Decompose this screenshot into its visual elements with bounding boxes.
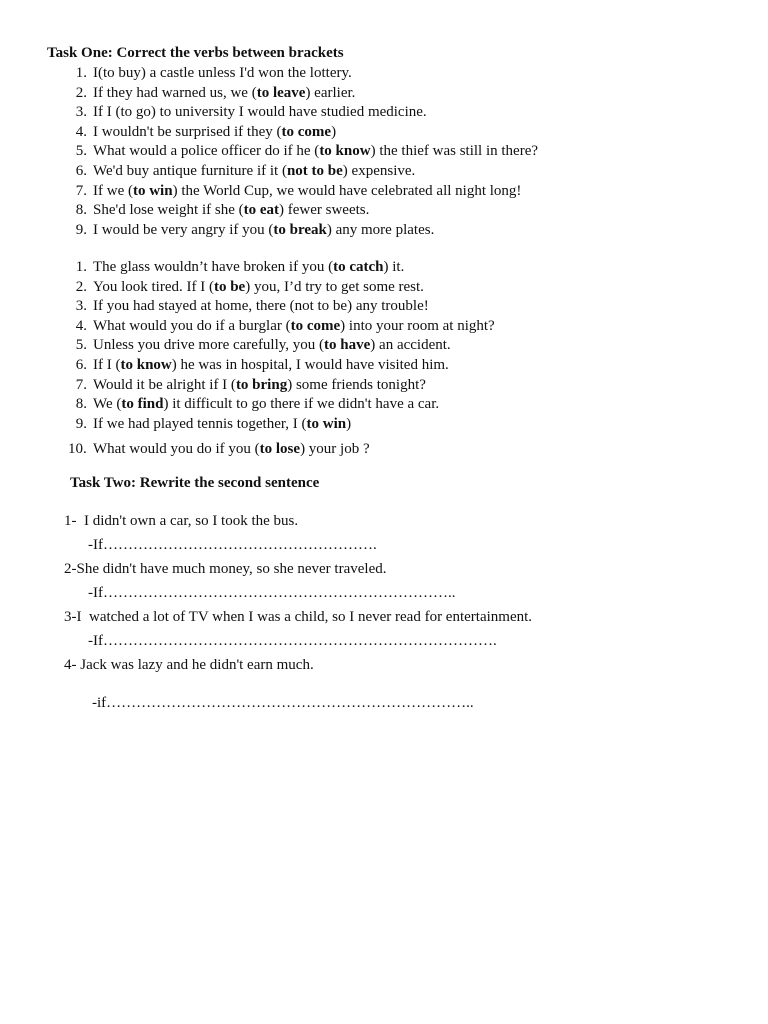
sentence-number: 2. [75, 84, 87, 101]
sentence-number: 7. [75, 182, 87, 199]
sentence-item [75, 258, 495, 278]
sentence-item [75, 221, 538, 241]
rewrite-prompt-3: 3-I watched a lot of TV when I was a child, so I never read for entertainment. [64, 609, 533, 625]
verb-prompt: to leave [256, 84, 306, 101]
sentence-text: ) he was in hospital, I would have visited him. [171, 356, 449, 373]
sentence-number: 7. [75, 376, 87, 393]
sentence-item [68, 440, 495, 460]
sentence-text: I wouldn't be surprised if they ( [93, 123, 282, 140]
sentence-text: She'd lose weight if she ( [93, 202, 244, 219]
rewrite-prompt-4: 4- Jack was lazy and he didn't earn much. [64, 657, 314, 673]
sentence-text: If we had played tennis together, I ( [93, 415, 307, 432]
rewrite-answer-1: -If………………………………………………. [88, 537, 377, 553]
sentence-text: We ( [93, 396, 122, 413]
sentence-text: Unless you drive more carefully, you ( [93, 337, 325, 354]
sentence-item [75, 317, 495, 337]
verb-prompt: to eat [243, 202, 279, 219]
sentence-item [75, 356, 495, 376]
task-one-title: Task One: Correct the verbs between brackets [47, 45, 344, 61]
sentence-number: 10. [68, 441, 87, 458]
sentence-text: ) it. [383, 259, 405, 275]
sentence-number: 9. [75, 415, 87, 432]
task-one-list-b [68, 258, 495, 460]
sentence-text: What would you do if you ( [93, 441, 260, 458]
sentence-text: ) you, I’d try to get some rest. [245, 278, 424, 295]
sentence-text: What would a police officer do if he ( [93, 143, 320, 160]
verb-prompt: to bring [235, 376, 288, 393]
verb-prompt: to find [121, 396, 164, 413]
sentence-number: 8. [75, 396, 87, 413]
verb-prompt: to be [213, 278, 246, 295]
sentence-item [75, 142, 539, 162]
sentence-text: The glass wouldn’t have broken if you ( [93, 259, 334, 275]
sentence-number: 3. [75, 104, 87, 121]
sentence-number: 2. [75, 278, 87, 295]
sentence-text: ) your job ? [300, 441, 370, 458]
verb-prompt: not to be [286, 162, 343, 179]
sentence-number: 5. [75, 337, 87, 354]
sentence-item [75, 123, 538, 143]
verb-prompt: to have [324, 337, 371, 354]
sentence-item [75, 103, 538, 123]
rewrite-answer-3: -If……………………………………………………………………. [88, 633, 497, 649]
sentence-item [75, 297, 495, 317]
sentence-item [75, 182, 538, 202]
sentence-number: 3. [75, 298, 87, 315]
sentence-item [75, 84, 538, 104]
rewrite-prompt-1: 1- I didn't own a car, so I took the bus. [64, 513, 299, 529]
sentence-text: ) any more plates. [326, 221, 435, 238]
verb-prompt: to come [290, 317, 341, 334]
rewrite-prompt-2: 2-She didn't have much money, so she never traveled. [64, 561, 387, 577]
sentence-text: You look tired. If I ( [93, 278, 214, 295]
verb-prompt: to win [132, 182, 173, 199]
sentence-text: ) an accident. [370, 337, 451, 354]
verb-prompt: to break [273, 221, 327, 238]
sentence-text: ) earlier. [305, 84, 356, 101]
sentence-item [75, 415, 495, 435]
sentence-text: ) some friends tonight? [287, 376, 426, 393]
sentence-text: If we ( [93, 182, 133, 199]
rewrite-answer-4: -if……………………………………………………………….. [92, 695, 474, 711]
sentence-text: Would it be alright if I ( [93, 376, 236, 393]
sentence-number: 9. [75, 221, 87, 238]
sentence-item [75, 201, 538, 221]
verb-prompt: to come [281, 123, 332, 140]
sentence-text: ) [331, 123, 337, 140]
sentence-number: 6. [75, 162, 87, 179]
sentence-text: If they had warned us, we ( [93, 84, 257, 101]
sentence-number: 4. [75, 123, 87, 140]
sentence-text: If I (to go) to university I would have studied medicine. [93, 104, 427, 121]
sentence-number: 4. [75, 317, 87, 334]
sentence-text: ) it difficult to go there if we didn't have a car. [163, 396, 440, 413]
sentence-number: 1. [75, 65, 87, 81]
sentence-number: 5. [75, 143, 87, 160]
sentence-number: 8. [75, 202, 87, 219]
sentence-number: 6. [75, 356, 87, 373]
sentence-item [75, 278, 495, 298]
sentence-item [75, 376, 495, 396]
sentence-text: ) the thief was still in there? [370, 143, 539, 160]
task-two-title: Task Two: Rewrite the second sentence [70, 475, 320, 491]
rewrite-answer-2: -If…………………………………………………………….. [88, 585, 456, 601]
verb-prompt: to know [120, 356, 172, 373]
sentence-text: We'd buy antique furniture if it ( [93, 162, 287, 179]
sentence-text: If you had stayed at home, there (not to be) any trouble! [93, 298, 429, 315]
sentence-number: 1. [75, 259, 87, 275]
sentence-text: I(to buy) a castle unless I'd won the lottery. [93, 65, 352, 81]
sentence-text: If I ( [93, 356, 121, 373]
sentence-text: ) into your room at night? [340, 317, 495, 334]
verb-prompt: to know [319, 143, 371, 160]
sentence-item [75, 395, 495, 415]
verb-prompt: to lose [259, 441, 301, 458]
sentence-text: ) [346, 415, 352, 432]
sentence-text: What would you do if a burglar ( [93, 317, 291, 334]
sentence-item [75, 162, 538, 182]
sentence-item [75, 64, 538, 84]
sentence-item [75, 336, 495, 356]
verb-prompt: to win [306, 415, 347, 432]
sentence-text: ) fewer sweets. [279, 202, 370, 219]
sentence-text: I would be very angry if you ( [93, 221, 274, 238]
task-one-list-a [75, 64, 539, 240]
verb-prompt: to catch [333, 259, 384, 275]
sentence-text: ) the World Cup, we would have celebrated all night long! [172, 182, 522, 199]
sentence-text: ) expensive. [342, 162, 416, 179]
